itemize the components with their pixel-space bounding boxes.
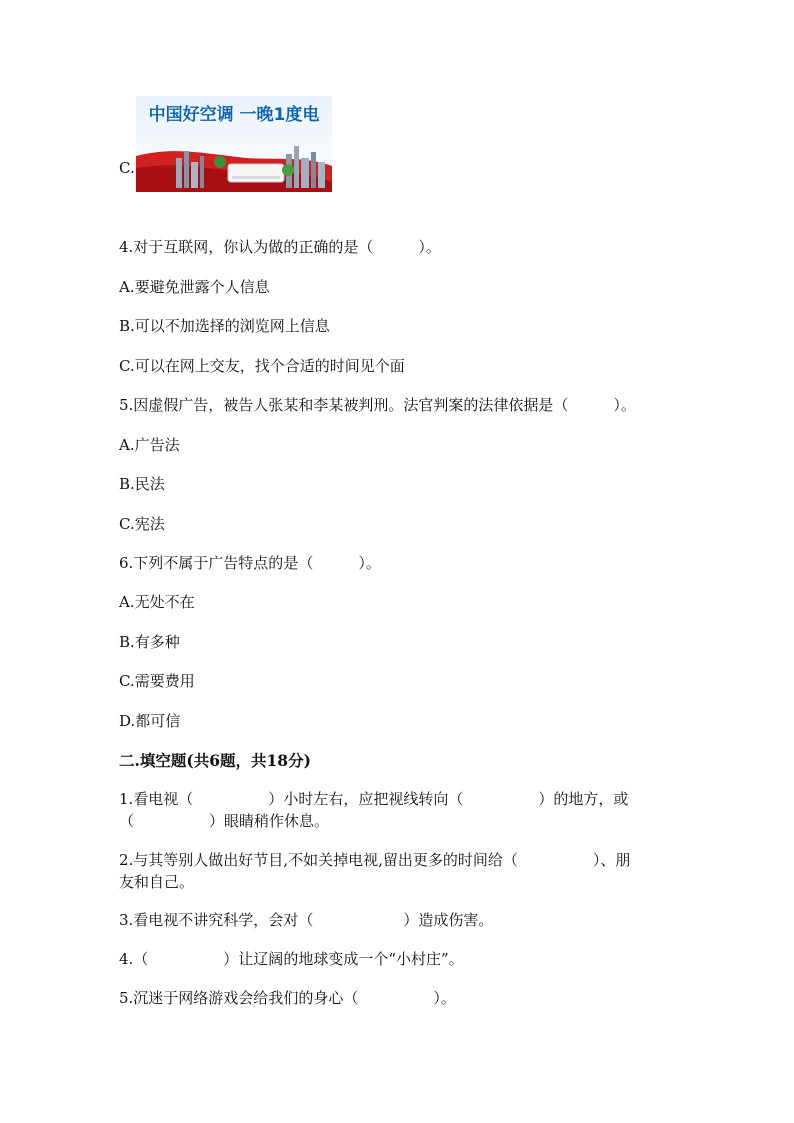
fill-item-2-line2: 友和自己。 <box>119 873 195 891</box>
question-5-option-a: A.广告法 <box>119 436 180 454</box>
fill-item-2-line1: 2.与其等别人做出好节目,不如关掉电视,留出更多的时间给（ ）、朋 <box>119 851 631 869</box>
fill-item-5-line1: 5.沉迷于网络游戏会给我们的身心（ ）。 <box>119 989 456 1007</box>
question-5-stem: 5.因虚假广告，被告人张某和李某被判刑。法官判案的法律依据是（ ）。 <box>119 396 636 414</box>
section-2-title: 二.填空题(共6题，共18分) <box>119 751 311 770</box>
fill-item-5 <box>119 987 679 1009</box>
question-4-option-a: A.要避免泄露个人信息 <box>119 278 270 296</box>
fill-item-2 <box>119 849 679 893</box>
question-5-option-c: C.宪法 <box>119 515 165 533</box>
option-c-label: C. <box>119 159 135 177</box>
question-4-option-c: C.可以在网上交友，找个合适的时间见个面 <box>119 357 405 375</box>
fill-item-4 <box>119 948 679 970</box>
question-5-option-b: B.民法 <box>119 475 165 493</box>
fill-item-1-line2: （ ）眼睛稍作休息。 <box>119 812 330 830</box>
question-6-stem: 6.下列不属于广告特点的是（ ）。 <box>119 554 381 572</box>
fill-item-1 <box>119 788 679 832</box>
question-6-option-c: C.需要费用 <box>119 672 195 690</box>
question-4-stem: 4.对于互联网，你认为做的正确的是（ ）。 <box>119 238 441 256</box>
question-4-option-b: B.可以不加选择的浏览网上信息 <box>119 317 330 335</box>
ad-headline: 中国好空调 一晚1度电 <box>148 105 320 125</box>
ad-image <box>136 96 332 192</box>
fill-item-4-line1: 4.（ ）让辽阔的地球变成一个“小村庄”。 <box>119 950 464 968</box>
fill-item-1-line1: 1.看电视（ ）小时左右，应把视线转向（ ）的地方，或 <box>119 790 629 808</box>
question-6-option-b: B.有多种 <box>119 633 180 651</box>
ad-illustration <box>136 96 332 192</box>
question-6-option-a: A.无处不在 <box>119 593 195 611</box>
question-6-option-d: D.都可信 <box>119 712 181 730</box>
fill-item-3-line1: 3.看电视不讲究科学，会对（ ）造成伤害。 <box>119 911 494 929</box>
fill-item-3 <box>119 909 679 931</box>
